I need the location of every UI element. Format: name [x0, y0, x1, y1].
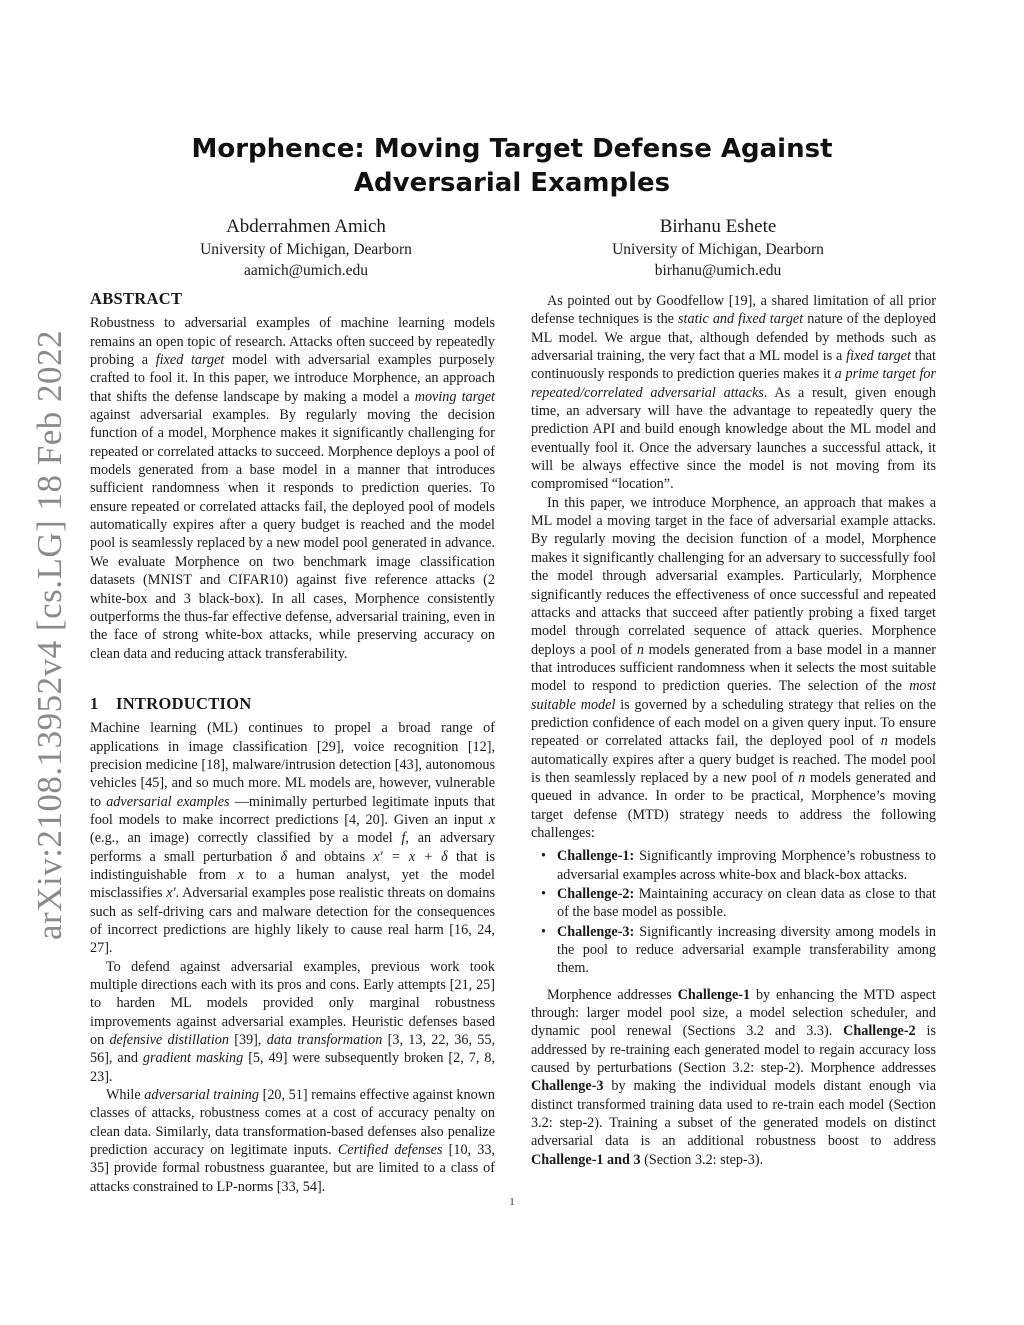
author-block [538, 215, 898, 281]
author-block [126, 215, 486, 281]
bullet-icon: • [541, 848, 546, 865]
paper-title: Morphence: Moving Target Defense Against Adversarial Examples [191, 134, 833, 198]
left-column [90, 290, 495, 1196]
bullet-icon: • [541, 923, 546, 940]
list-item: • Challenge-1: Significantly improving Morphence’s robustness to adversarial examples across white-box and black-box attacks. [541, 848, 936, 883]
introduction-heading: 1 INTRODUCTION [90, 693, 252, 713]
list-item: • Challenge-3: Significantly increasing diversity among models in the pool to reduce adversarial example transferability among them. [541, 923, 936, 977]
arxiv-identifier-stamp: arXiv:2108.13952v4 [cs.LG] 18 Feb 2022 [30, 329, 69, 940]
author-name: Abderrahmen Amich [226, 216, 386, 237]
list-item: • Challenge-2: Maintaining accuracy on clean data as close to that of the base model as possible. [541, 886, 936, 921]
author-affiliation: University of Michigan, Dearborn [612, 241, 824, 258]
intro-paragraph-5: In this paper, we introduce Morphence, an approach that makes a ML model a moving target in the face of adversarial example attacks. By regularly moving the decision function of a model, Morphence makes it significantly challenging for an adversary to successfully fool the model through adversarial examples. Particularly, Morphence significantly reduces the effectiveness of once successful and repeated attacks and attacks that succeed after patiently probing a fixed target model through correlated sequence of attack queries. Morphence deploys a pool of n models generated from a base model in a manner that introduces sufficient randomness when it selects the most suitable model to respond to prediction queries. The selection of the most suitable model is governed by a scheduling strategy that relies on the prediction confidence of each model on a given query input. To ensure repeated or correlated attacks fail, the deployed pool of n models automatically expires after a query budget is reached. The model pool is then seamlessly replaced by a new pool of n models generated and queued in advance. In order to be practical, Morphence’s moving target defense (MTD) strategy needs to address the following challenges: [531, 494, 937, 841]
challenges-list [531, 847, 936, 977]
bullet-icon: • [541, 886, 546, 902]
intro-paragraph-1: Machine learning (ML) continues to propel a broad range of applications in image classification [29], voice recognition [12], precision medicine [18], malware/intrusion detection [43], autonomous vehicles [45], and so much more. ML models are, however, vulnerable to adversarial examples —minimally perturbed legitimate inputs that fool models to make incorrect predictions [4, 20]. Given an input x (e.g., an image) correctly classified by a model f, an adversary performs a small perturbation δ and obtains x′ = x + δ that is indistinguishable from x to a human analyst, yet the model misclassifies x′. Adversarial examples pose realistic threats on domains such as self-driving cars and malware detection for the consequences of incorrect predictions are highly likely to cause real harm [16, 24, 27]. [90, 720, 495, 957]
right-column [531, 292, 936, 1169]
author-email[interactable]: aamich@umich.edu [243, 262, 369, 279]
page-number: 1 [509, 1196, 515, 1208]
author-email[interactable]: birhanu@umich.edu [654, 262, 782, 279]
author-affiliation: University of Michigan, Dearborn [200, 241, 412, 258]
intro-paragraph-4: As pointed out by Goodfellow [19], a shared limitation of all prior defense techniques is the static and fixed target nature of the deployed ML model. We argue that, although defended by methods such as adversarial training, the very fact that a ML model is a fixed target that continuously responds to prediction queries makes it a prime target for repeated/correlated adversarial attacks. As a result, given enough time, an adversary will have the advantage to repeatedly query the prediction API and build enough knowledge about the ML model and eventually fool it. Once the adversary launches a successful attack, it will be always effective since the model is not moving from its compromised “location”. [531, 293, 937, 493]
intro-paragraph-2: To defend against adversarial examples, previous work took multiple directions each with its pros and cons. Early attempts [21, 25] to harden ML models provided only marginal robustness improvements against adversarial examples. Heuristic defenses based on defensive distillation [39], data transformation [3, 13, 22, 36, 55, 56], and gradient masking [5, 49] were subsequently broken [2, 7, 8, 23]. [90, 958, 495, 1085]
intro-paragraph-6: Morphence addresses Challenge-1 by enhancing the MTD aspect through: larger model pool size, a model selection scheduler, and dynamic pool renewal (Sections 3.2 and 3.3). Challenge-2 is addressed by re-training each generated model to regain accuracy loss caused by perturbations (Section 3.2: step-2). Morphence addresses Challenge-3 by making the individual models distant enough via distinct transformed training data used to re-train each model (Section 3.2: step-2). Training a subset of the generated models on distinct adversarial data is an additional robustness boost to address Challenge-1 and 3 (Section 3.2: step-3). [531, 986, 936, 1168]
abstract-text: Robustness to adversarial examples of machine learning models remains an open topic of research. Attacks often succeed by repeatedly probing a fixed target model with adversarial examples purposely crafted to fool it. In this paper, we introduce Morphence, an approach that shifts the defense landscape by making a model a moving target against adversarial examples. By regularly moving the decision function of a model, Morphence makes it significantly challenging for repeated or correlated attacks to succeed. Morphence deploys a pool of models generated from a base model in a manner that introduces sufficient randomness when it responds to prediction queries. To ensure repeated or correlated attacks fail, the deployed pool of models automatically expires after a query budget is reached and the model pool is seamlessly replaced by a new model pool generated in advance. We evaluate Morphence on two benchmark image classification datasets (MNIST and CIFAR10) against five reference attacks (2 white-box and 3 black-box). In all cases, Morphence consistently outperforms the thus-far effective defense, adversarial training, even in the face of strong white-box attacks, while preserving accuracy on clean data and reducing attack transferability. [90, 315, 496, 662]
intro-paragraph-3: While adversarial training [20, 51] remains effective against known classes of attacks, robustness comes at a cost of accuracy penalty on clean data. Similarly, data transformation-based defenses also penalize prediction accuracy on legitimate inputs. Certified defenses [10, 33, 35] provide formal robustness guarantee, but are limited to a class of attacks constrained to LP-norms [33, 54]. [90, 1087, 495, 1195]
author-name: Birhanu Eshete [659, 216, 777, 237]
abstract-heading: ABSTRACT [90, 289, 183, 308]
